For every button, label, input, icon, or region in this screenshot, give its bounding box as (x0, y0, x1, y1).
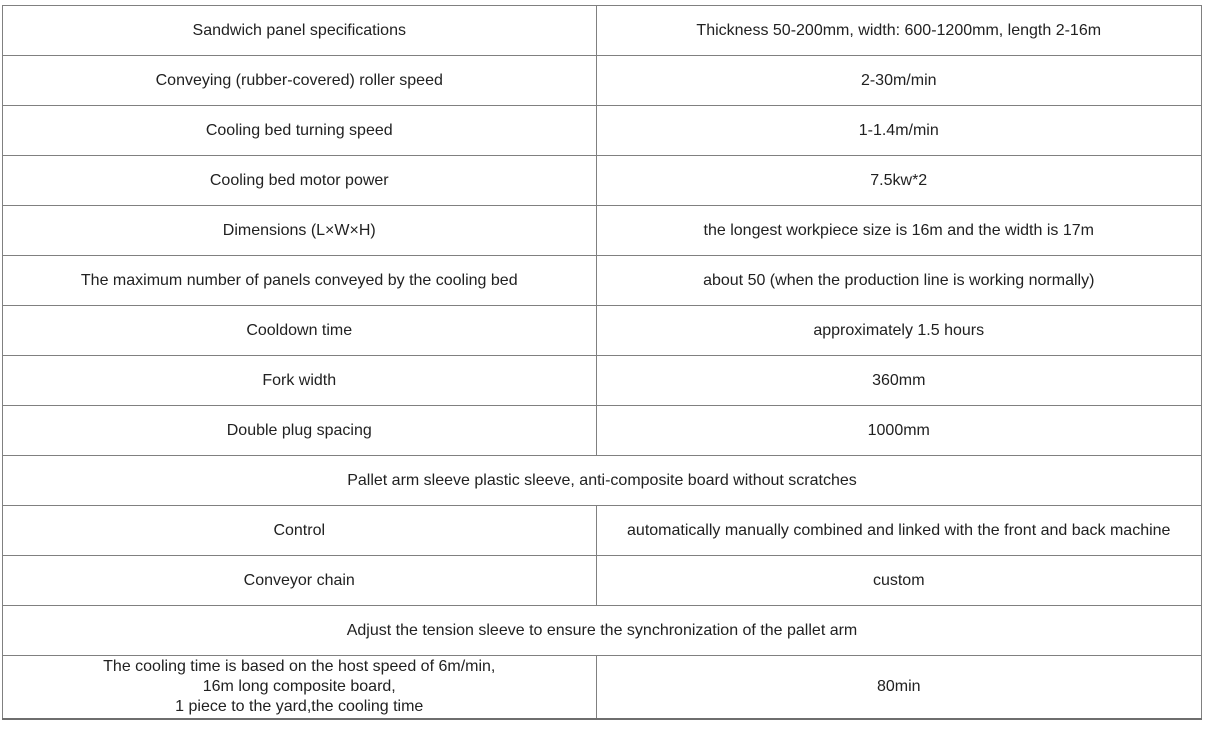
spec-label-cell: Sandwich panel specifications (3, 6, 597, 56)
table-row (3, 606, 1202, 656)
table-row (3, 656, 1202, 720)
spec-value-cell: about 50 (when the production line is working normally) (596, 256, 1202, 306)
spec-label-cell: Fork width (3, 356, 597, 406)
spec-label-cell: Conveying (rubber-covered) roller speed (3, 56, 597, 106)
spec-value-cell: custom (596, 556, 1202, 606)
table-row (3, 56, 1202, 106)
table-row (3, 256, 1202, 306)
spec-label-cell (3, 656, 597, 720)
spec-label-cell: Double plug spacing (3, 406, 597, 456)
spec-label-cell: Control (3, 506, 597, 556)
spec-label-cell: Conveyor chain (3, 556, 597, 606)
spec-label-line: 16m long composite board, (202, 678, 396, 695)
spec-value-cell: the longest workpiece size is 16m and the width is 17m (596, 206, 1202, 256)
table-row (3, 506, 1202, 556)
table-row (3, 106, 1202, 156)
spec-label-line: 1 piece to the yard,the cooling time (175, 698, 424, 715)
spec-value-cell: 1000mm (596, 406, 1202, 456)
spec-label-cell: Cooling bed turning speed (3, 106, 597, 156)
table-row (3, 406, 1202, 456)
spec-value-cell: 80min (596, 656, 1202, 720)
table-row (3, 356, 1202, 406)
spec-value-cell: 360mm (596, 356, 1202, 406)
spec-value-cell: automatically manually combined and linked with the front and back machine (596, 506, 1202, 556)
spec-label-cell: Cooldown time (3, 306, 597, 356)
spec-value-cell: Thickness 50-200mm, width: 600-1200mm, length 2-16m (596, 6, 1202, 56)
table-row (3, 206, 1202, 256)
spec-value-cell: 7.5kw*2 (596, 156, 1202, 206)
spec-label-cell: The maximum number of panels conveyed by the cooling bed (3, 256, 597, 306)
spec-value-cell: 1-1.4m/min (596, 106, 1202, 156)
table-row (3, 6, 1202, 56)
spec-value-cell: 2-30m/min (596, 56, 1202, 106)
table-row (3, 456, 1202, 506)
spec-label-line: The cooling time is based on the host speed of 6m/min, (103, 658, 496, 675)
spec-merged-cell: Adjust the tension sleeve to ensure the synchronization of the pallet arm (3, 606, 1202, 656)
table-row (3, 156, 1202, 206)
spec-label-cell: Dimensions (L×W×H) (3, 206, 597, 256)
specifications-table (2, 5, 1202, 720)
table-row (3, 556, 1202, 606)
table-row (3, 306, 1202, 356)
spec-value-cell: approximately 1.5 hours (596, 306, 1202, 356)
spec-merged-cell: Pallet arm sleeve plastic sleeve, anti-composite board without scratches (3, 456, 1202, 506)
spec-label-cell: Cooling bed motor power (3, 156, 597, 206)
